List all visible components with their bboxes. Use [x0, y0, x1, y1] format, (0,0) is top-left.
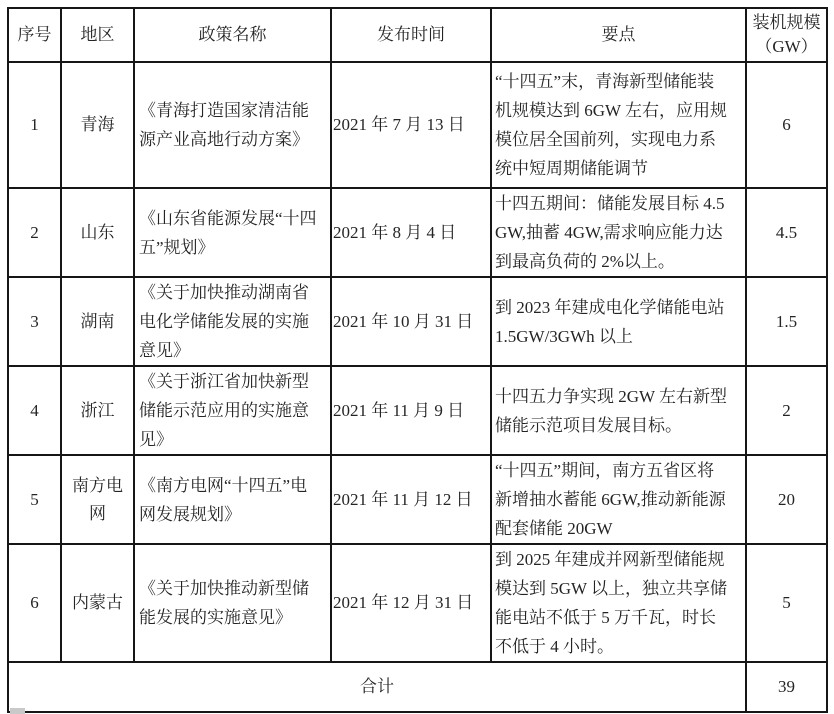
cell-capacity: 6 [746, 62, 827, 188]
table-row [8, 544, 827, 662]
cell-no: 6 [8, 544, 61, 662]
cell-date: 2021 年 8 月 4 日 [331, 188, 491, 277]
cell-capacity: 1.5 [746, 277, 827, 366]
cell-policy: 《关于加快推动新型储能发展的实施意见》 [134, 544, 331, 662]
table-row [8, 62, 827, 188]
cell-date: 2021 年 10 月 31 日 [331, 277, 491, 366]
cell-region: 内蒙古 [61, 544, 134, 662]
total-value: 39 [746, 662, 827, 712]
cell-capacity: 4.5 [746, 188, 827, 277]
cell-region: 山东 [61, 188, 134, 277]
col-header-capacity-line1: 装机规模 [752, 13, 821, 32]
cell-date: 2021 年 11 月 9 日 [331, 366, 491, 455]
table-row [8, 366, 827, 455]
total-label: 合计 [8, 662, 746, 712]
cell-policy: 《关于加快推动湖南省电化学储能发展的实施意见》 [134, 277, 331, 366]
cell-points: 到 2023 年建成电化学储能电站 1.5GW/3GWh 以上 [491, 277, 746, 366]
cell-no: 5 [8, 455, 61, 544]
policy-table [7, 7, 828, 713]
cell-capacity: 20 [746, 455, 827, 544]
col-header-region: 地区 [61, 8, 134, 62]
col-header-date: 发布时间 [331, 8, 491, 62]
cell-points: 十四五力争实现 2GW 左右新型储能示范项目发展目标。 [491, 366, 746, 455]
cell-region: 浙江 [61, 366, 134, 455]
table-header-row [8, 8, 827, 62]
cell-no: 3 [8, 277, 61, 366]
cell-date: 2021 年 12 月 31 日 [331, 544, 491, 662]
cell-policy: 《青海打造国家清洁能源产业高地行动方案》 [134, 62, 331, 188]
cell-policy: 《山东省能源发展“十四五”规划》 [134, 188, 331, 277]
scrollbar-thumb-fragment[interactable] [10, 708, 25, 714]
cell-points: 十四五期间：储能发展目标 4.5GW,抽蓄 4GW,需求响应能力达到最高负荷的 2%以上。 [491, 188, 746, 277]
cell-date: 2021 年 11 月 12 日 [331, 455, 491, 544]
table-row [8, 455, 827, 544]
cell-points: 到 2025 年建成并网新型储能规模达到 5GW 以上，独立共享储能电站不低于 5 万千瓦，时长不低于 4 小时。 [491, 544, 746, 662]
table-total-row [8, 662, 827, 712]
cell-points: “十四五”期间，南方五省区将新增抽水蓄能 6GW,推动新能源配套储能 20GW [491, 455, 746, 544]
cell-policy: 《关于浙江省加快新型储能示范应用的实施意见》 [134, 366, 331, 455]
cell-no: 2 [8, 188, 61, 277]
cell-no: 4 [8, 366, 61, 455]
cell-capacity: 5 [746, 544, 827, 662]
cell-capacity: 2 [746, 366, 827, 455]
col-header-policy: 政策名称 [134, 8, 331, 62]
cell-points: “十四五”末，青海新型储能装机规模达到 6GW 左右，应用规模位居全国前列，实现电力系统中短周期储能调节 [491, 62, 746, 188]
cell-region: 青海 [61, 62, 134, 188]
col-header-no: 序号 [8, 8, 61, 62]
cell-policy: 《南方电网“十四五”电网发展规划》 [134, 455, 331, 544]
table-row [8, 277, 827, 366]
col-header-points: 要点 [491, 8, 746, 62]
cell-no: 1 [8, 62, 61, 188]
table-row [8, 188, 827, 277]
cell-date: 2021 年 7 月 13 日 [331, 62, 491, 188]
col-header-capacity [746, 8, 827, 62]
cell-region: 南方电网 [61, 455, 134, 544]
col-header-capacity-line2: （GW） [755, 37, 818, 56]
cell-region: 湖南 [61, 277, 134, 366]
